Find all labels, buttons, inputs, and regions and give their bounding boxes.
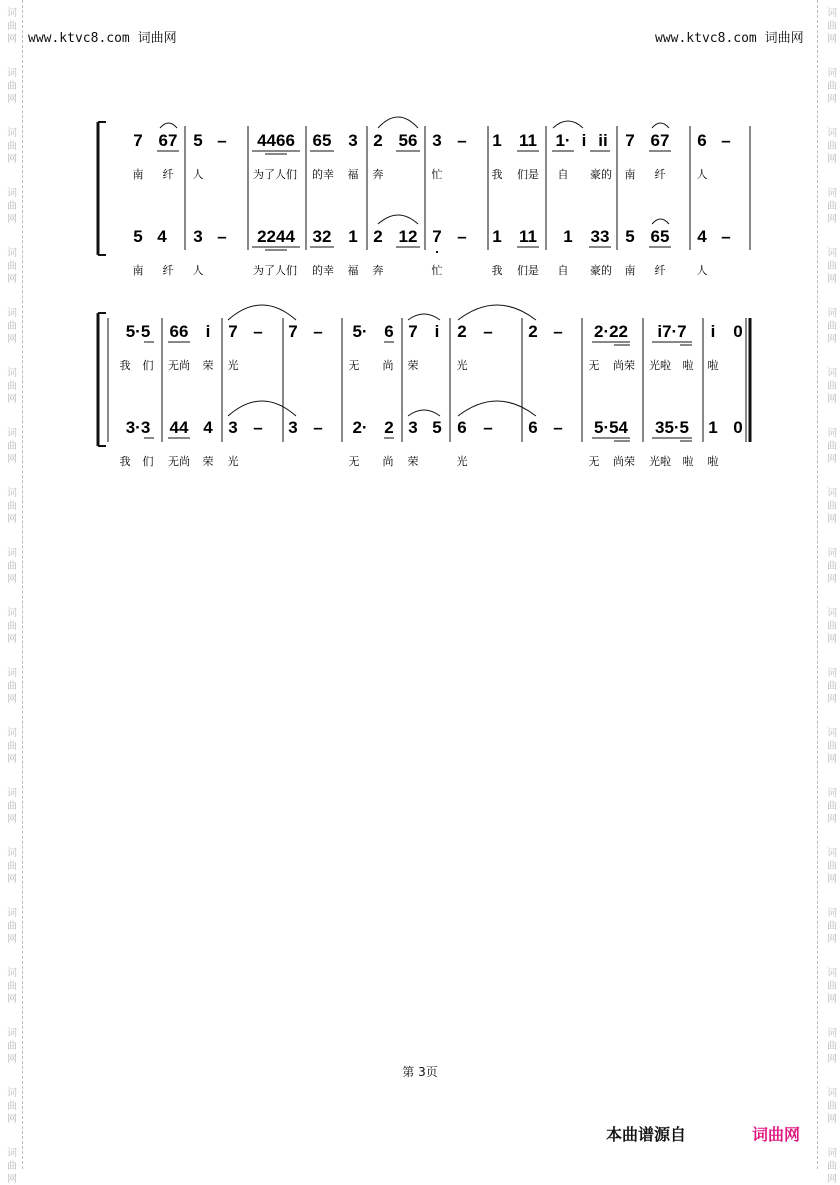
lyric-syllable: 奔	[372, 265, 384, 277]
note: 3	[408, 418, 418, 437]
lyric-syllable: 尚荣	[613, 456, 635, 468]
watermark-glyph: 曲	[827, 261, 837, 272]
note: 4	[697, 227, 707, 246]
lyric-syllable: 们	[142, 360, 154, 372]
lyric-syllable: 人	[192, 169, 204, 181]
watermark-glyph: 网	[7, 874, 17, 885]
watermark-glyph: 词	[7, 848, 17, 859]
header-right-url: www.ktvc8.com	[655, 31, 757, 46]
lyric-syllable: 无	[588, 360, 600, 372]
lyric-syllable: 荣	[202, 456, 214, 468]
note: 65	[650, 227, 670, 246]
lyric-syllable: 自	[557, 265, 569, 277]
note: 5·	[352, 322, 368, 341]
watermark-glyph: 网	[7, 754, 17, 765]
note: –	[217, 227, 227, 246]
brand-logo: 词曲网	[752, 1125, 801, 1144]
watermark-glyph: 网	[827, 1174, 837, 1185]
lyric-syllable: 光	[456, 360, 468, 372]
watermark-glyph: 网	[7, 94, 17, 105]
note: –	[553, 418, 563, 437]
note: 1·	[555, 131, 571, 150]
watermark-glyph: 网	[7, 34, 17, 45]
watermark-glyph: 网	[7, 694, 17, 705]
watermark-glyph: 词	[827, 608, 837, 619]
watermark-glyph: 曲	[827, 621, 837, 632]
watermark-glyph: 曲	[7, 261, 17, 272]
watermark-glyph: 词	[7, 188, 17, 199]
note: –	[457, 227, 467, 246]
watermark-glyph: 词	[827, 908, 837, 919]
lyric-syllable: 纤	[654, 265, 666, 277]
watermark-glyph: 词	[7, 548, 17, 559]
note: i	[434, 322, 440, 341]
note: 4466	[257, 131, 295, 150]
watermark-glyph: 曲	[7, 321, 17, 332]
note: –	[483, 322, 493, 341]
note: 67	[650, 131, 670, 150]
note: 7	[228, 322, 238, 341]
note: 11	[519, 227, 537, 246]
lyric-syllable: 人	[696, 169, 708, 181]
note: 2	[457, 322, 467, 341]
note: 11	[519, 131, 537, 150]
note: 56	[398, 131, 418, 150]
lyric-syllable: 啦	[682, 456, 694, 468]
lyric-syllable: 人	[696, 265, 708, 277]
note: 1	[492, 227, 502, 246]
slur-mark	[408, 314, 440, 320]
lyric-syllable: 为了人们	[253, 169, 297, 181]
note: 5·54	[593, 418, 629, 437]
note: 6	[457, 418, 467, 437]
watermark-glyph: 曲	[827, 981, 837, 992]
watermark-glyph: 词	[827, 968, 837, 979]
watermark-glyph: 词	[827, 8, 837, 19]
note: 12	[398, 227, 418, 246]
note: 0	[733, 322, 743, 341]
watermark-glyph: 词	[827, 128, 837, 139]
watermark-glyph: 网	[7, 334, 17, 345]
lyric-syllable: 纤	[162, 169, 174, 181]
note: –	[313, 418, 323, 437]
watermark-glyph: 曲	[7, 501, 17, 512]
lyric-syllable: 为了人们	[253, 265, 297, 277]
watermark-glyph: 曲	[827, 1161, 837, 1172]
watermark-glyph: 曲	[7, 741, 17, 752]
note: 2	[373, 131, 383, 150]
watermark-glyph: 网	[827, 514, 837, 525]
note: 7	[133, 131, 143, 150]
lyric-syllable: 南	[624, 169, 636, 181]
watermark-glyph: 曲	[827, 501, 837, 512]
watermark-glyph: 曲	[7, 801, 17, 812]
lyric-syllable: 光	[227, 456, 239, 468]
note: i	[581, 131, 587, 150]
note: 0	[733, 418, 743, 437]
watermark-glyph: 曲	[7, 621, 17, 632]
watermark-glyph: 词	[827, 848, 837, 859]
watermark-glyph: 曲	[7, 921, 17, 932]
watermark-glyph: 网	[827, 154, 837, 165]
lyric-syllable: 尚	[382, 360, 394, 372]
note: 7	[432, 227, 442, 246]
note: –	[553, 322, 563, 341]
watermark-glyph: 曲	[7, 861, 17, 872]
watermark-glyph: 曲	[827, 801, 837, 812]
slur-mark	[553, 121, 583, 128]
lyric-syllable: 光啦	[649, 360, 671, 372]
note: –	[253, 418, 263, 437]
watermark-glyph: 曲	[7, 21, 17, 32]
note: 33	[590, 227, 610, 246]
watermark-glyph: 词	[827, 248, 837, 259]
watermark-glyph: 网	[7, 814, 17, 825]
watermark-glyph: 曲	[827, 381, 837, 392]
note: 32	[312, 227, 332, 246]
source-label: 本曲谱源自	[606, 1125, 687, 1144]
lyric-syllable: 荣	[407, 456, 419, 468]
watermark-glyph: 网	[7, 274, 17, 285]
note: 3	[288, 418, 298, 437]
note: i7·7	[657, 322, 687, 341]
watermark-glyph: 词	[827, 728, 837, 739]
note: 6	[697, 131, 707, 150]
note: –	[721, 131, 731, 150]
watermark-glyph: 词	[7, 68, 17, 79]
watermark-glyph: 网	[827, 874, 837, 885]
watermark-glyph: 网	[827, 634, 837, 645]
watermark-glyph: 曲	[827, 201, 837, 212]
watermark-glyph: 网	[827, 274, 837, 285]
lyric-syllable: 我	[119, 360, 131, 372]
watermark-glyph: 网	[827, 1054, 837, 1065]
note: 6	[528, 418, 538, 437]
slur-mark	[458, 305, 536, 320]
watermark-glyph: 曲	[827, 321, 837, 332]
watermark-glyph: 曲	[827, 921, 837, 932]
watermark-glyph: 网	[827, 334, 837, 345]
note: 2244	[257, 227, 295, 246]
note: –	[313, 322, 323, 341]
watermark-glyph: 词	[7, 728, 17, 739]
lyric-syllable: 啦	[682, 360, 694, 372]
note: 3·3	[125, 418, 151, 437]
watermark-glyph: 网	[7, 514, 17, 525]
watermark-glyph: 网	[7, 994, 17, 1005]
watermark-glyph: 网	[7, 214, 17, 225]
lyric-syllable: 豪的	[590, 169, 612, 181]
watermark-glyph: 网	[7, 1174, 17, 1185]
note: 4	[203, 418, 213, 437]
slur-mark	[652, 123, 669, 128]
note: –	[457, 131, 467, 150]
watermark-glyph: 曲	[827, 861, 837, 872]
lyric-syllable: 南	[132, 169, 144, 181]
watermark-glyph: 词	[827, 1088, 837, 1099]
note: –	[721, 227, 731, 246]
watermark-glyph: 词	[7, 248, 17, 259]
watermark-glyph: 词	[827, 68, 837, 79]
note: –	[253, 322, 263, 341]
watermark-glyph: 词	[827, 548, 837, 559]
note: 67	[158, 131, 178, 150]
note: 1	[708, 418, 718, 437]
note: 5	[432, 418, 442, 437]
note: 4	[157, 227, 167, 246]
watermark-glyph: 曲	[7, 141, 17, 152]
watermark-glyph: 网	[7, 154, 17, 165]
lyric-syllable: 啦	[707, 456, 719, 468]
watermark-glyph: 网	[827, 814, 837, 825]
watermark-glyph: 网	[7, 934, 17, 945]
watermark-glyph: 曲	[827, 1101, 837, 1112]
watermark-glyph: 网	[7, 634, 17, 645]
lyric-syllable: 无尚	[168, 360, 190, 372]
lyric-syllable: 福	[347, 169, 359, 181]
note: 44	[169, 418, 189, 437]
lyric-syllable: 纤	[162, 265, 174, 277]
note: 3	[432, 131, 442, 150]
watermark-glyph: 曲	[7, 561, 17, 572]
watermark-glyph: 曲	[827, 441, 837, 452]
watermark-glyph: 词	[827, 188, 837, 199]
watermark-glyph: 曲	[7, 1101, 17, 1112]
lyric-syllable: 我	[491, 169, 503, 181]
watermark-glyph: 网	[7, 1054, 17, 1065]
watermark-glyph: 网	[7, 394, 17, 405]
watermark-glyph: 词	[827, 368, 837, 379]
watermark-glyph: 曲	[827, 81, 837, 92]
lyric-syllable: 们是	[517, 265, 539, 277]
watermark-glyph: 词	[7, 908, 17, 919]
lyric-syllable: 的幸	[312, 265, 334, 277]
note: 5	[133, 227, 143, 246]
note: 2	[528, 322, 538, 341]
lyric-syllable: 我	[119, 456, 131, 468]
watermark-glyph: 网	[827, 694, 837, 705]
watermark-glyph: 词	[7, 1088, 17, 1099]
watermark-glyph: 曲	[827, 681, 837, 692]
watermark-glyph: 词	[7, 1148, 17, 1159]
header-left-url: www.ktvc8.com	[28, 31, 130, 46]
watermark-glyph: 网	[827, 394, 837, 405]
watermark-glyph: 曲	[827, 141, 837, 152]
lyric-syllable: 无	[348, 456, 360, 468]
watermark-glyph: 词	[7, 668, 17, 679]
lyric-syllable: 南	[132, 265, 144, 277]
lyric-syllable: 的幸	[312, 169, 334, 181]
lyric-syllable: 奔	[372, 169, 384, 181]
watermark-glyph: 词	[7, 968, 17, 979]
lyric-syllable: 们是	[517, 169, 539, 181]
slur-mark	[652, 219, 669, 224]
note: 7	[625, 131, 635, 150]
watermark-glyph: 网	[7, 574, 17, 585]
lyric-syllable: 荣	[407, 360, 419, 372]
watermark-glyph: 网	[827, 754, 837, 765]
note: 1	[563, 227, 573, 246]
watermark-glyph: 网	[827, 94, 837, 105]
watermark-glyph: 曲	[7, 981, 17, 992]
watermark-glyph: 网	[827, 574, 837, 585]
note: –	[483, 418, 493, 437]
watermark-glyph: 曲	[7, 81, 17, 92]
watermark-glyph: 词	[7, 608, 17, 619]
lyric-syllable: 福	[347, 265, 359, 277]
lyric-syllable: 纤	[654, 169, 666, 181]
lyric-syllable: 无	[588, 456, 600, 468]
watermark-glyph: 词	[7, 788, 17, 799]
lyric-syllable: 荣	[202, 360, 214, 372]
watermark-glyph: 曲	[7, 1161, 17, 1172]
watermark-glyph: 词	[827, 1148, 837, 1159]
lyric-syllable: 人	[192, 265, 204, 277]
slur-mark	[228, 401, 296, 416]
lyric-syllable: 啦	[707, 360, 719, 372]
watermark-glyph: 曲	[827, 741, 837, 752]
note: 7	[288, 322, 298, 341]
watermark-glyph: 词	[7, 428, 17, 439]
lyric-syllable: 我	[491, 265, 503, 277]
watermark-glyph: 曲	[827, 561, 837, 572]
lyric-syllable: 光啦	[649, 456, 671, 468]
note: 1	[348, 227, 358, 246]
watermark-glyph: 词	[827, 308, 837, 319]
header-right-site: 词曲网	[764, 31, 804, 46]
lyric-syllable: 尚荣	[613, 360, 635, 372]
slur-mark	[378, 117, 418, 128]
watermark-glyph: 曲	[7, 681, 17, 692]
lyric-syllable: 光	[456, 456, 468, 468]
watermark-glyph: 网	[827, 1114, 837, 1125]
note: 2	[384, 418, 394, 437]
watermark-glyph: 曲	[7, 201, 17, 212]
slur-mark	[458, 401, 536, 416]
watermark-glyph: 曲	[7, 441, 17, 452]
note: i	[710, 322, 716, 341]
lyric-syllable: 光	[227, 360, 239, 372]
watermark-glyph: 网	[827, 934, 837, 945]
watermark-glyph: 词	[7, 128, 17, 139]
lyric-syllable: 尚	[382, 456, 394, 468]
watermark-glyph: 曲	[827, 1041, 837, 1052]
watermark-glyph: 词	[7, 488, 17, 499]
watermark-glyph: 网	[827, 994, 837, 1005]
watermark-glyph: 词	[7, 368, 17, 379]
lyric-syllable: 豪的	[590, 265, 612, 277]
slur-mark	[228, 305, 296, 320]
note: 2·22	[593, 322, 629, 341]
watermark-glyph: 曲	[7, 381, 17, 392]
note: 6	[384, 322, 394, 341]
watermark-glyph: 词	[7, 308, 17, 319]
note: 2·	[352, 418, 368, 437]
watermark-glyph: 词	[827, 488, 837, 499]
lyric-syllable: 忙	[431, 265, 443, 277]
note: 1	[492, 131, 502, 150]
note: 5·5	[125, 322, 151, 341]
slur-mark	[160, 123, 177, 128]
note: 5	[193, 131, 203, 150]
note: 3	[348, 131, 358, 150]
note: 5	[625, 227, 635, 246]
watermark-glyph: 词	[827, 668, 837, 679]
note: ii	[598, 131, 608, 150]
slur-mark	[378, 215, 418, 224]
watermark-glyph: 词	[7, 1028, 17, 1039]
lyric-syllable: 无	[348, 360, 360, 372]
watermark-glyph: 词	[7, 8, 17, 19]
watermark-glyph: 曲	[827, 21, 837, 32]
note: 3	[228, 418, 238, 437]
note: 7	[408, 322, 418, 341]
note: i	[205, 322, 211, 341]
watermark-glyph: 词	[827, 788, 837, 799]
watermark-glyph: 网	[827, 214, 837, 225]
watermark-glyph: 网	[7, 454, 17, 465]
note: –	[217, 131, 227, 150]
watermark-glyph: 词	[827, 1028, 837, 1039]
lyric-syllable: 们	[142, 456, 154, 468]
note: 2	[373, 227, 383, 246]
watermark-glyph: 词	[827, 428, 837, 439]
note: 3	[193, 227, 203, 246]
header-left-site: 词曲网	[137, 31, 177, 46]
note: 35·5	[654, 418, 690, 437]
slur-mark	[408, 410, 440, 416]
lyric-syllable: 自	[557, 169, 569, 181]
lyric-syllable: 忙	[431, 169, 443, 181]
note: 65	[312, 131, 332, 150]
page-number: 第 3页	[402, 1065, 438, 1079]
watermark-glyph: 网	[827, 34, 837, 45]
watermark-glyph: 网	[7, 1114, 17, 1125]
note: 66	[169, 322, 189, 341]
watermark-glyph: 曲	[7, 1041, 17, 1052]
lyric-syllable: 南	[624, 265, 636, 277]
watermark-glyph: 网	[827, 454, 837, 465]
lyric-syllable: 无尚	[168, 456, 190, 468]
